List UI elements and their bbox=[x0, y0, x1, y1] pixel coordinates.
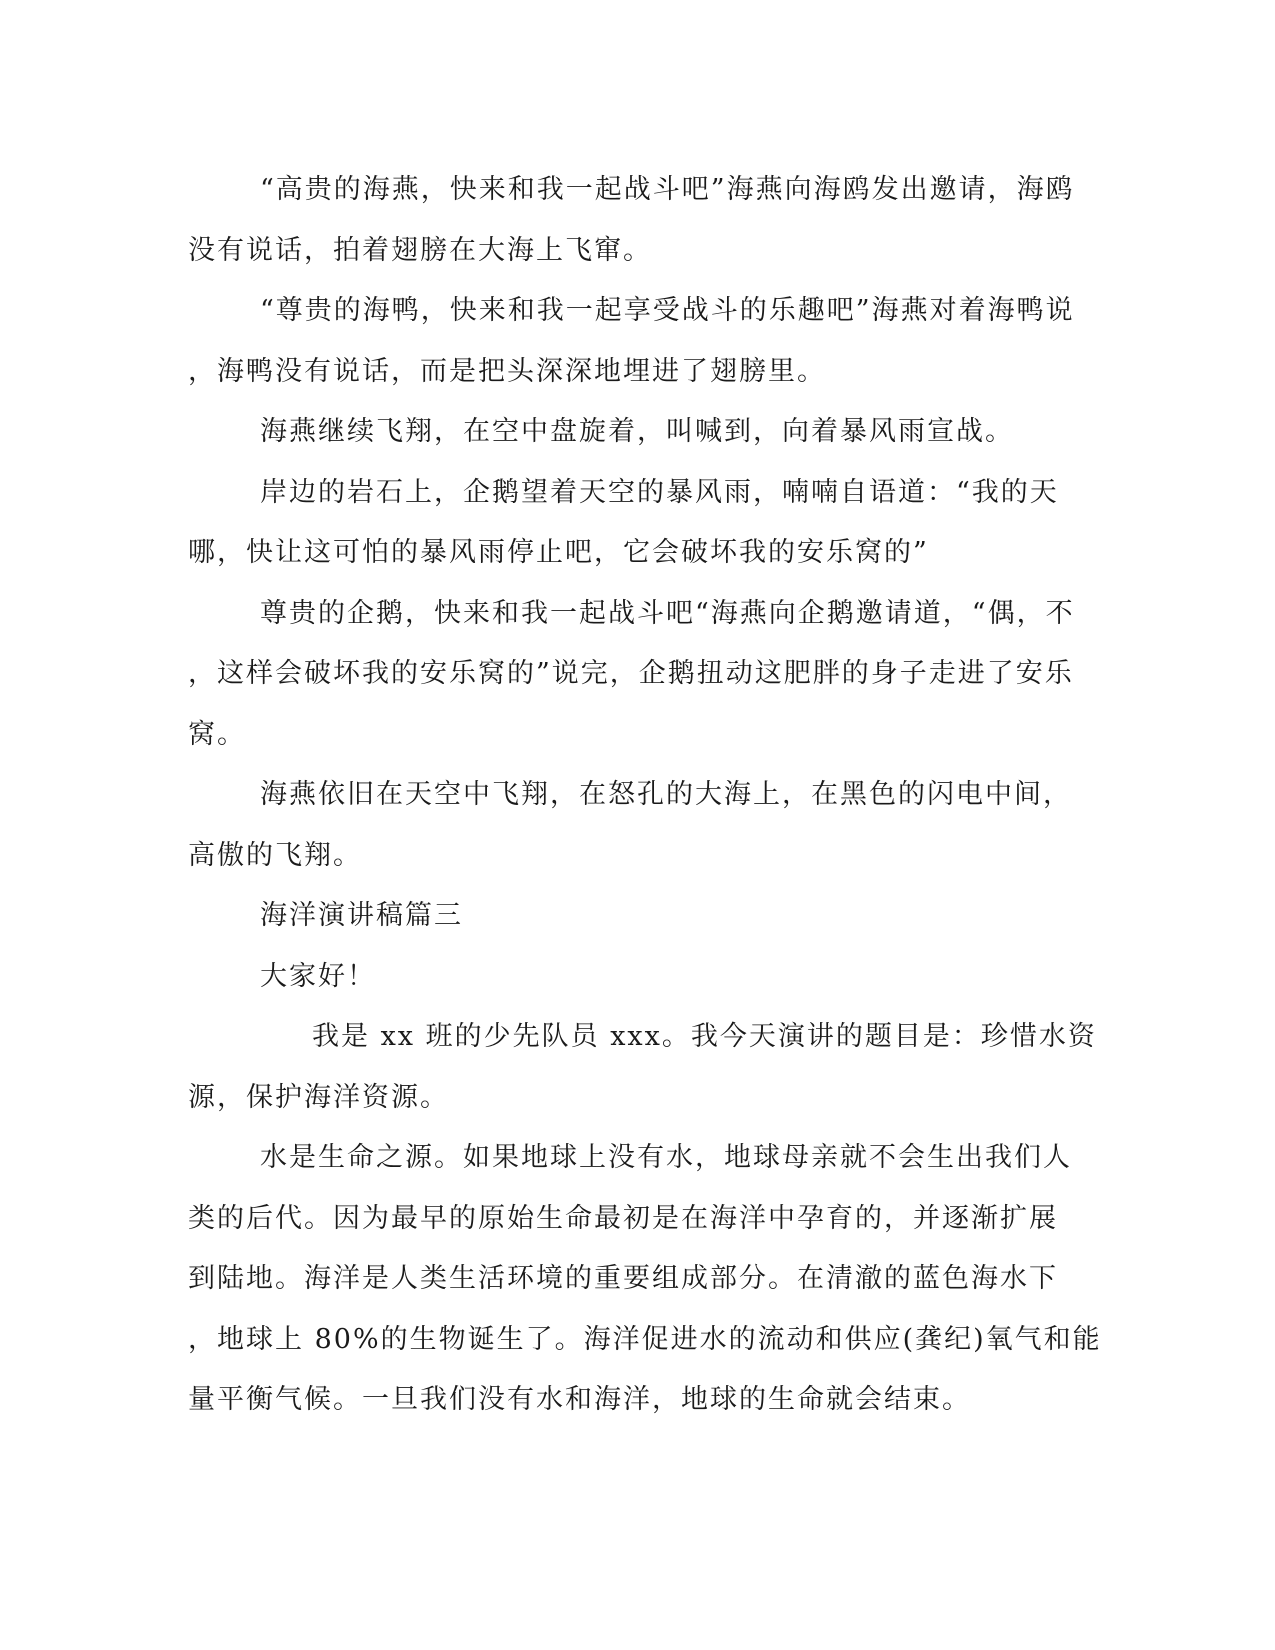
text-line: 高傲的飞翔。 bbox=[188, 839, 362, 871]
text-line: 哪，快让这可怕的暴风雨停止吧，它会破坏我的安乐窝的” bbox=[188, 537, 929, 568]
text-line: 尊贵的企鹅，快来和我一起战斗吧“海燕向企鹅邀请道，“偶，不 bbox=[260, 597, 1075, 629]
text-line: 海燕继续飞翔，在空中盘旋着，叫喊到，向着暴风雨宣战。 bbox=[260, 416, 1014, 447]
text-line: 源，保护海洋资源。 bbox=[188, 1081, 449, 1113]
paragraph-intro bbox=[188, 1007, 1097, 1128]
paragraph-1 bbox=[188, 160, 1075, 281]
text-line: 我是 xx 班的少先队员 xxx。我今天演讲的题目是：珍惜水资 bbox=[312, 1021, 1097, 1052]
text-line: 量平衡气候。一旦我们没有水和海洋，地球的生命就会结束。 bbox=[188, 1384, 971, 1415]
paragraph-water bbox=[188, 1128, 1102, 1431]
document-body bbox=[188, 160, 1102, 1431]
heading-text: 海洋演讲稿篇三 bbox=[260, 900, 463, 931]
text-line: ，这样会破坏我的安乐窝的”说完，企鹅扭动这肥胖的身子走进了安乐 bbox=[188, 658, 1074, 689]
paragraph-5 bbox=[188, 584, 1075, 766]
text-line: 类的后代。因为最早的原始生命最初是在海洋中孕育的，并逐渐扩展 bbox=[188, 1202, 1058, 1234]
text-line: 海燕依旧在天空中飞翔，在怒孔的大海上，在黑色的闪电中间， bbox=[260, 779, 1072, 810]
greeting bbox=[188, 947, 1068, 1008]
text-line: 岸边的岩石上，企鹅望着天空的暴风雨，喃喃自语道：“我的天 bbox=[260, 476, 1059, 508]
text-line: ，地球上 80%的生物诞生了。海洋促进水的流动和供应(龚纪)氧气和能 bbox=[188, 1323, 1102, 1355]
text-line: 没有说话，拍着翅膀在大海上飞窜。 bbox=[188, 234, 652, 266]
text-line: 水是生命之源。如果地球上没有水，地球母亲就不会生出我们人 bbox=[260, 1142, 1072, 1173]
text-line: “高贵的海燕，快来和我一起战斗吧”海燕向海鸥发出邀请，海鸥 bbox=[260, 174, 1075, 205]
text-line: 窝。 bbox=[188, 718, 246, 750]
greeting-text: 大家好！ bbox=[260, 960, 376, 992]
text-line: “尊贵的海鸭，快来和我一起享受战斗的乐趣吧”海燕对着海鸭说 bbox=[260, 295, 1075, 326]
paragraph-3 bbox=[188, 402, 1068, 463]
paragraph-2 bbox=[188, 281, 1075, 402]
paragraph-6 bbox=[188, 765, 1072, 886]
paragraph-4 bbox=[188, 463, 1068, 584]
text-line: ，海鸭没有说话，而是把头深深地埋进了翅膀里。 bbox=[188, 355, 826, 387]
text-line: 到陆地。海洋是人类生活环境的重要组成部分。在清澈的蓝色海水下 bbox=[188, 1263, 1058, 1294]
section-heading bbox=[188, 886, 1068, 947]
